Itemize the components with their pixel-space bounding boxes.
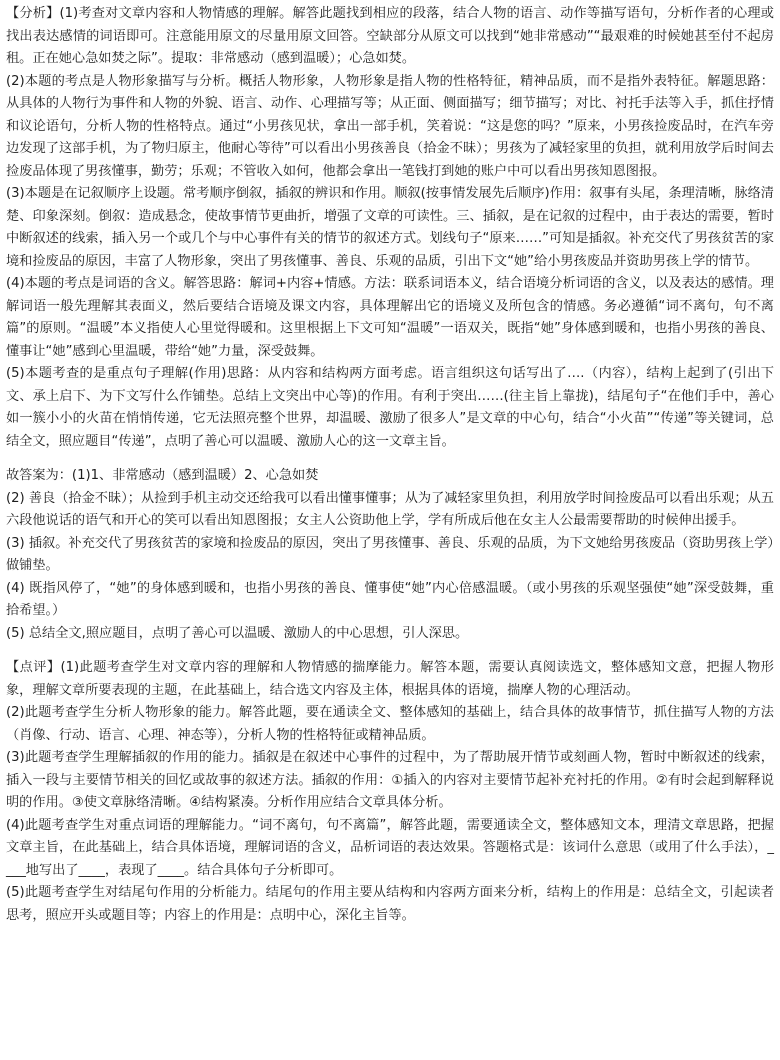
answer-paragraph-3: (3) 插叙。补充交代了男孩贫苦的家境和捡废品的原因，突出了男孩懂事、善良、乐观的品质，为下文她给男孩废品（资助男孩上学）做铺垫。 [6, 535, 774, 573]
section-spacer [6, 645, 774, 657]
comments-section [6, 657, 774, 927]
answer-paragraph-2: (2) 善良（拾金不昧）；从捡到手机主动交还给我可以看出懂事懂事；从为了减轻家里负担，利用放学时间捡废品可以看出乐观；从五六段他说话的语气和开心的笑可以看出知恩图报；女主人公资助他上学，学有所成后他在女主人公最需要帮助的时候伸出援手。 [6, 490, 774, 528]
comment-paragraph-2: (2)此题考查学生分析人物形象的能力。解答此题，要在通读全文、整体感知的基础上，结合具体的故事情节，抓住描写人物的方法（肖像、行动、语言、心理、神态等），分析人物的性格特征或精神品质。 [6, 705, 774, 743]
comment-paragraph-3: (3)此题考查学生理解插叙的作用的能力。插叙是在叙述中心事件的过程中，为了帮助展开情节或刻画人物，暂时中断叙述的线索，插入一段与主要情节相关的回忆或故事的叙述方法。插叙的作用：①插入的内容对主要情节起补充衬托的作用。②有时会起到解释说明的作用。③使文章脉络清晰。④结构紧凑。分析作用应结合文章具体分析。 [6, 750, 774, 810]
analysis-paragraph-3: (3)本题是在记叙顺序上设题。常考顺序倒叙，插叙的辨识和作用。顺叙(按事情发展先后顺序)作用：叙事有头尾，条理清晰，脉络清楚、印象深刻。倒叙：造成悬念，使故事情节更曲折，增强了文章的可读性。三、插叙，是在记叙的过程中，由于表达的需要，暂时中断叙述的线索，插入另一个或几个与中心事件有关的情节的叙述方式。划线句子“原来……”可知是插叙。补充交代了男孩贫苦的家境和捡废品的原因，丰富了人物形象，突出了男孩懂事、善良、乐观的品质，引出下文“她”给小男孩废品并资助男孩上学的情节。 [6, 186, 774, 269]
analysis-section [6, 3, 774, 453]
answer-paragraph-5: (5) 总结全文,照应题目，点明了善心可以温暖、激励人的中心思想，引人深思。 [6, 625, 469, 641]
comment-paragraph-5: (5)此题考查学生对结尾句作用的分析能力。结尾句的作用主要从结构和内容两方面来分析，结构上的作用是：总结全文，引起读者思考，照应开头或题目等；内容上的作用是：点明中心，深化主旨等。 [6, 885, 774, 923]
analysis-paragraph-1: 【分析】(1)考查对文章内容和人物情感的理解。解答此题找到相应的段落，结合人物的语言、动作等描写语句，分析作者的心理或找出表达感情的词语即可。注意能用原文的尽量用原文回答。空缺部分从原文可以找到“她非常感动”“最艰难的时候她甚至付不起房租。正在她心急如焚之际”。提取：非常感动（感到温暖）；心急如焚。 [6, 6, 774, 66]
answers-section [6, 465, 774, 645]
answer-paragraph-1: 故答案为：(1)1、非常感动（感到温暖）2、心急如焚 [6, 468, 319, 483]
analysis-paragraph-5: (5)本题考查的是重点句子理解(作用)思路：从内容和结构两方面考虑。语言组织这句话写出了….（内容），结构上起到了(引出下文、承上启下、为下文写什么作铺垫。总结上文突出中心等)的作用。有利于突出……(往主旨上靠拢)，结尾句子“在他们手中，善心如一簇小小的火苗在悄悄传递，它无法照亮整个世界，却温暖、激励了很多人”是文章的中心句，结合“小火苗”“传递”等关键词，总结全文，照应题目“传递”，点明了善心可以温暖、激励人心的这一文章主旨。 [6, 366, 774, 449]
answer-paragraph-4: (4) 既指风停了，“她”的身体感到暖和，也指小男孩的善良、懂事使“她”内心倍感温暖。（或小男孩的乐观坚强使“她”深受鼓舞，重拾希望。） [6, 580, 774, 618]
comment-paragraph-1: 【点评】(1)此题考查学生对文章内容的理解和人物情感的揣摩能力。解答本题，需要认真阅读选文，整体感知文意，把握人物形象，理解文章所要表现的主题，在此基础上，结合选文内容及主体，根据具体的语境，揣摩人物的心理活动。 [6, 660, 774, 698]
comment-paragraph-4: (4)此题考查学生对重点词语的理解能力。“词不离句，句不离篇”，解答此题，需要通读全文，整体感知文本，理清文章思路，把握文章主旨，在此基础上，结合具体语境，理解词语的含义，品析词语的表达效果。答题格式是：该词什么意思（或用了什么手法），____地写出了____，表现了____。结合具体句子分析即可。 [6, 817, 774, 878]
analysis-paragraph-2: (2)本题的考点是人物形象描写与分析。概括人物形象，人物形象是指人物的性格特征，精神品质，而不是指外表特征。解题思路：从具体的人物行为事件和人物的外貌、语言、动作、心理描写等；从正面、侧面描写；细节描写；对比、衬托手法等入手，抓住抒情和议论语句，分析人物的性格特点。通过“小男孩见状，拿出一部手机，笑着说：“这是您的吗？”原来，小男孩捡废品时，在汽车旁边发现了这部手机，为了物归原主，他耐心等待”可以看出小男孩善良（拾金不昧）；男孩为了减轻家里的负担，就利用放学后时间去捡废品体现了男孩懂事，勤劳；乐观；不管收入如何，他都会拿出一笔钱打到她的账户中可以看出男孩知恩图报。 [6, 73, 774, 179]
section-spacer [6, 453, 774, 465]
analysis-paragraph-4: (4)本题的考点是词语的含义。解答思路：解词+内容+情感。方法：联系词语本义，结合语境分析词语的含义，以及表达的感情。理解词语一般先理解其表面义，然后要结合语境及课文内容，具体理解出它的语境义及所包含的情感。务必遵循“词不离句，句不离篇”的原则。“温暖”本义指使人心里觉得暖和。这里根据上下文可知“温暖”一语双关，既指“她”身体感到暖和，也指小男孩的善良、懂事让“她”感到心里温暖，带给“她”力量，深受鼓舞。 [6, 276, 774, 359]
